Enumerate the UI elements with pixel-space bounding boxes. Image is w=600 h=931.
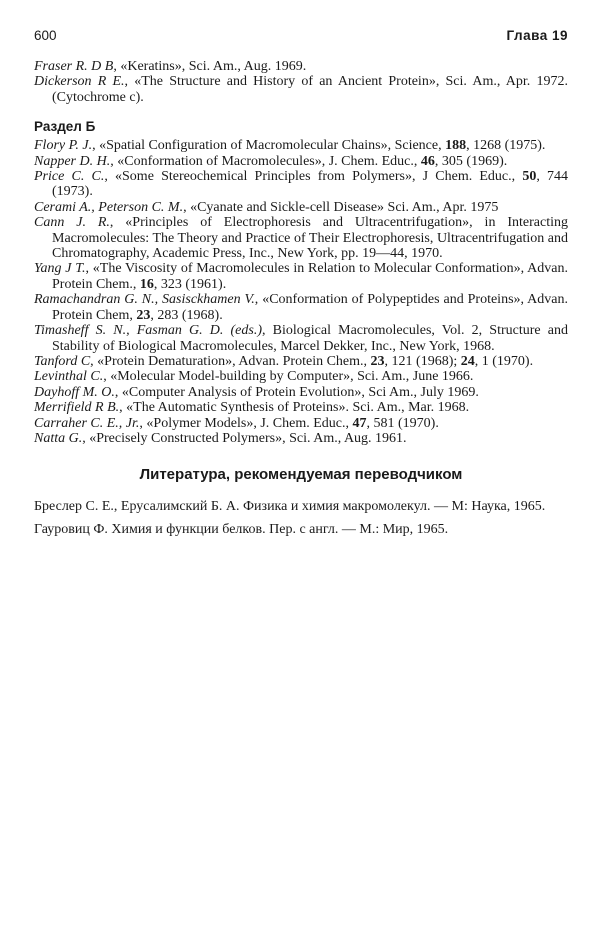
reference-volume: 24 — [460, 353, 475, 369]
reference-author: Dayhoff M. O. — [34, 384, 115, 400]
reference-text: , «The Automatic Synthesis of Proteins». Sci. Am., Mar. 1968. — [119, 400, 470, 416]
reference-author: Napper D. H. — [34, 153, 111, 169]
reference-text: , «Molecular Model-building by Computer», Sci. Am., June 1966. — [103, 369, 474, 385]
reference-text: , «Some Stereochemical Principles from Polymers», J Chem. Educ., — [104, 169, 523, 185]
reference-item — [34, 431, 568, 446]
reference-text: , «Protein Dematuration», Advan. Protein Chem., — [90, 353, 371, 369]
reference-item — [34, 323, 568, 354]
reference-item — [34, 138, 568, 153]
reference-volume: 23 — [136, 307, 151, 323]
reference-text: , 744 (1973). — [52, 169, 568, 200]
section-heading: Раздел Б — [34, 119, 96, 135]
reference-item — [34, 59, 568, 74]
reference-author: Levinthal C. — [34, 369, 104, 385]
reference-text: , «Precisely Constructed Polymers», Sci. Am., Aug. 1961. — [82, 430, 407, 446]
chapter-label: Глава 19 — [506, 28, 568, 43]
page — [34, 28, 568, 544]
reference-author: Carraher C. E., Jr. — [34, 415, 140, 431]
reference-text: , 121 (1968); — [384, 353, 461, 369]
reference-text: , Biological Macromolecules, Vol. 2, Structure and Stability of Biological Macromolecules, Marcel Dekker, Inc., New York, 1968. — [52, 323, 568, 354]
reference-item — [34, 400, 568, 415]
running-head — [34, 28, 568, 43]
reference-author: Price C. C. — [34, 169, 105, 185]
reference-author: Dickerson R E. — [34, 74, 125, 90]
reference-text: , «Polymer Models», J. Chem. Educ., — [139, 415, 353, 431]
reference-volume: 188 — [445, 138, 467, 154]
reference-author: Tanford C — [34, 353, 91, 369]
reference-item — [34, 354, 568, 369]
reference-item — [34, 200, 568, 215]
reference-text: , 1268 (1975). — [466, 138, 546, 154]
reference-text: , «Spatial Configuration of Macromolecular Chains», Science, — [92, 138, 446, 154]
reference-text: , 581 (1970). — [366, 415, 439, 431]
reference-text: , «Principles of Electrophoresis and Ultracentrifugation», in Interacting Macromolecules: The Theory and Practice of Their Electrophoresis, Ultracentrifugation and Chromatography, Academic Press, Inc., New York, pp. 19—44, 1970. — [52, 215, 568, 262]
reference-text: , 1 (1970). — [474, 353, 534, 369]
reference-text: , «Keratins», Sci. Am., Aug. 1969. — [113, 59, 307, 74]
reference-author: Natta G. — [34, 430, 83, 446]
reference-volume: 23 — [370, 353, 385, 369]
reference-author: Cann J. R. — [34, 215, 110, 231]
reference-author: Flory P. J. — [34, 138, 93, 154]
reference-text: , «The Structure and History of an Ancient Protein», Sci. Am., Apr. 1972. (Cytochrome c). — [52, 74, 568, 105]
reference-author: Yang J T. — [34, 261, 86, 277]
top-references — [34, 59, 568, 105]
reference-item: Бреслер С. Е., Ерусалимский Б. А. Физика и химия макромолекул. — М: Наука, 1965. — [34, 499, 546, 515]
reference-item — [34, 154, 568, 169]
reference-volume: 16 — [139, 276, 154, 292]
reference-text: , «Cyanate and Sickle-cell Disease» Sci. Am., Apr. 1975 — [183, 199, 499, 215]
reference-text: , 323 (1961). — [153, 276, 227, 292]
reference-item — [34, 215, 568, 261]
reference-item — [34, 416, 568, 431]
reference-item — [34, 261, 568, 292]
reference-item — [34, 385, 568, 400]
reference-author: Timasheff S. N., Fasman G. D. (eds.) — [34, 323, 262, 339]
translator-literature-list — [34, 499, 568, 537]
reference-author: Ramachandran G. N., Sasisckhamen V. — [34, 292, 255, 308]
reference-text: , «Conformation of Polypeptides and Proteins», Advan. Protein Chem, — [52, 292, 568, 323]
reference-item: Гауровиц Ф. Химия и функции белков. Пер. с англ. — М.: Мир, 1965. — [34, 521, 449, 537]
reference-item — [34, 74, 568, 105]
reference-volume: 46 — [420, 153, 435, 169]
translator-literature-heading: Литература, рекомендуемая переводчиком — [139, 466, 463, 484]
reference-item — [34, 169, 568, 200]
reference-text: , «Computer Analysis of Protein Evolution», Sci Am., July 1969. — [114, 384, 479, 400]
reference-item — [34, 369, 568, 384]
reference-volume: 47 — [352, 415, 367, 431]
reference-volume: 50 — [522, 169, 537, 185]
reference-text: , 283 (1968). — [150, 307, 223, 323]
reference-author: Merrifield R B. — [34, 400, 120, 416]
reference-text: , «The Viscosity of Macromolecules in Relation to Molecular Conformation», Advan. Protein Chem., — [52, 261, 568, 292]
reference-author: Fraser R. D B — [34, 59, 114, 74]
reference-item — [34, 292, 568, 323]
reference-author: Cerami A., Peterson C. M. — [34, 199, 184, 215]
section-b-references — [34, 138, 568, 446]
page-number: 600 — [34, 28, 57, 43]
reference-text: , 305 (1969). — [434, 153, 508, 169]
reference-text: , «Conformation of Macromolecules», J. Chem. Educ., — [110, 153, 421, 169]
